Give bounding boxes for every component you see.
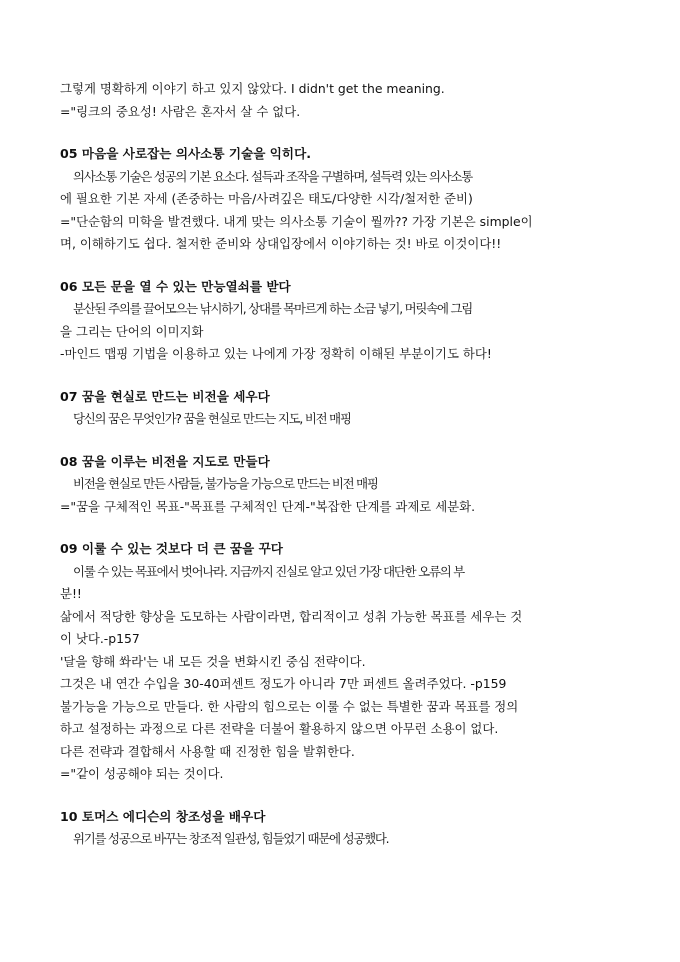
- intro-block: [60, 78, 622, 123]
- body-line: 분산된 주의를 끌어모으는 낚시하기, 상대를 목마르게 하는 소금 넣기, 머릿속에 그림: [73, 301, 473, 316]
- body-line: 불가능을 가능으로 만들다. 한 사람의 힘으로는 이룰 수 없는 특별한 꿈과 목표를 정의: [60, 698, 519, 714]
- body-line: 을 그리는 단어의 이미지화: [60, 323, 204, 339]
- body-line: 다른 전략과 결합해서 사용할 때 진정한 힘을 발휘한다.: [60, 743, 355, 759]
- section-heading: 09 이룰 수 있는 것보다 더 큰 꿈을 꾸다: [60, 541, 283, 556]
- body-line: 이룰 수 있는 목표에서 벗어나라. 지금까지 진실로 알고 있던 가장 대단한 오류의 부: [73, 563, 464, 579]
- section-heading: 07 꿈을 현실로 만드는 비전을 세우다: [60, 388, 270, 404]
- section: [60, 386, 622, 431]
- body-line: -마인드 맵핑 기법을 이용하고 있는 나에게 가장 정확히 이해된 부분이기도 하다!: [60, 346, 492, 361]
- body-line: 당신의 꿈은 무엇인가? 꿈을 현실로 만드는 지도, 비전 매핑: [73, 411, 351, 426]
- body-line: 삶에서 적당한 향상을 도모하는 사람이라면, 합리적이고 성취 가능한 목표를 세우는 것: [60, 608, 523, 624]
- body-line: 이 낫다.-p157: [60, 631, 140, 646]
- section-heading: 06 모든 문을 열 수 있는 만능열쇠를 받다: [60, 278, 291, 294]
- body-line: 며, 이해하기도 쉽다. 철저한 준비와 상대입장에서 이야기하는 것! 바로 이것이다!!: [60, 236, 502, 251]
- section: [60, 538, 622, 786]
- body-line: 에 필요한 기본 자세 (존중하는 마음/사려깊은 태도/다양한 시각/철저한 준비): [60, 191, 473, 206]
- intro-line: 그렇게 명확하게 이야기 하고 있지 않았다. I didn't get the meaning.: [60, 81, 445, 96]
- intro-line: ="링크의 중요성! 사람은 혼자서 살 수 없다.: [60, 103, 301, 119]
- body-line: ="꿈을 구체적인 목표-"목표를 구체적인 단계-"복잡한 단계를 과제로 세분화.: [60, 498, 476, 514]
- section-heading: 08 꿈을 이루는 비전을 지도로 만들다: [60, 453, 270, 469]
- body-line: 하고 설정하는 과정으로 다른 전략을 더불어 활용하지 않으면 아무런 소용이 없다.: [60, 721, 499, 736]
- section: [60, 806, 622, 851]
- body-line: 분!!: [60, 586, 82, 601]
- section: [60, 143, 622, 256]
- sections-container: [60, 143, 622, 851]
- body-line: 위기를 성공으로 바꾸는 창조적 일관성, 힘들었기 때문에 성공했다.: [73, 831, 389, 846]
- section: [60, 451, 622, 519]
- body-line: 의사소통 기술은 성공의 기본 요소다. 설득과 조작을 구별하며, 설득력 있는 의사소통: [73, 168, 473, 184]
- section: [60, 276, 622, 366]
- section-heading: 05 마음을 사로잡는 의사소통 기술을 익히다.: [60, 146, 312, 161]
- section-heading: 10 토머스 에디슨의 창조성을 배우다: [60, 808, 266, 824]
- body-line: 비전을 현실로 만든 사람들, 불가능을 가능으로 만드는 비전 매핑: [73, 476, 378, 491]
- body-line: ="같이 성공해야 되는 것이다.: [60, 766, 224, 781]
- body-line: ="단순함의 미학을 발견했다. 내게 맞는 의사소통 기술이 뭘까?? 가장 기본은 simple이: [60, 213, 533, 229]
- body-line: '달을 향해 쏴라'는 내 모든 것을 변화시킨 중심 전략이다.: [60, 653, 366, 669]
- body-line: 그것은 내 연간 수입을 30-40퍼센트 정도가 아니라 7만 퍼센트 올려주었다. -p159: [60, 676, 507, 691]
